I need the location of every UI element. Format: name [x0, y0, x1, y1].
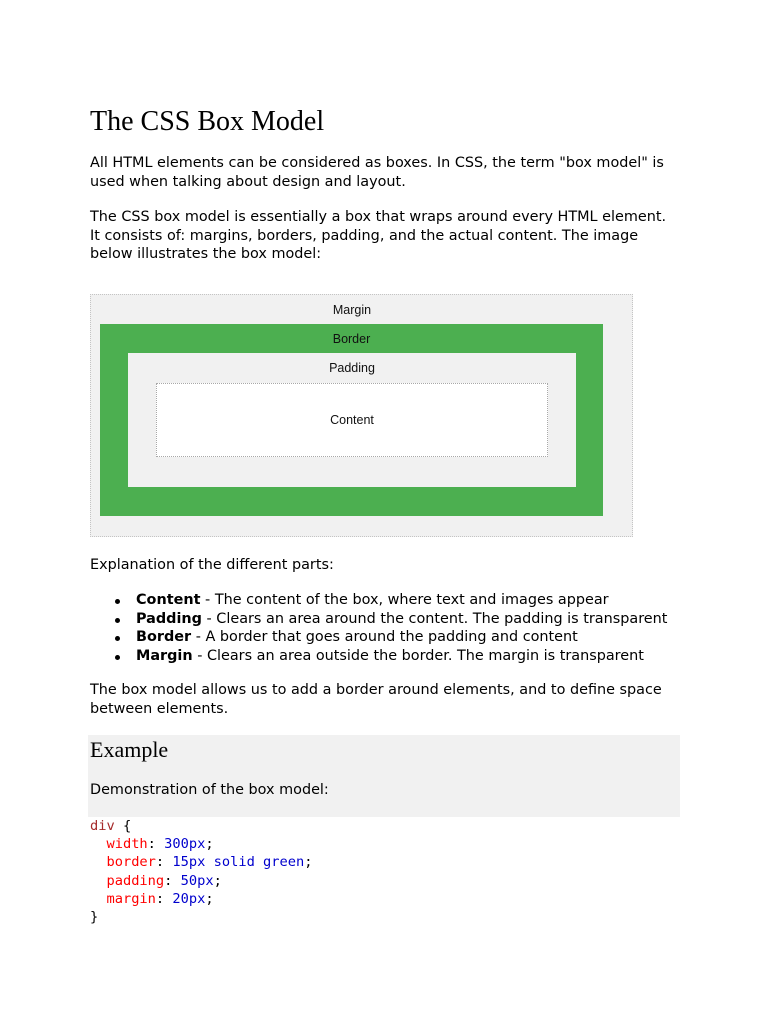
- bullet-icon: [115, 636, 120, 641]
- css-close-brace: }: [90, 908, 99, 925]
- css-colon: :: [164, 872, 181, 889]
- page-title: The CSS Box Model: [90, 106, 325, 137]
- code-line: [90, 890, 680, 908]
- intro-paragraph: [90, 208, 666, 264]
- paragraph-line: between elements.: [90, 700, 229, 717]
- css-property: border: [106, 854, 156, 871]
- padding-area: [128, 353, 576, 487]
- parts-list: [90, 591, 710, 665]
- paragraph-line: used when talking about design and layout.: [90, 173, 406, 190]
- list-item-margin: [90, 647, 710, 666]
- list-item-padding: [90, 610, 710, 629]
- intro-paragraph: [90, 154, 664, 191]
- css-colon: :: [155, 890, 173, 907]
- paragraph-line: It consists of: margins, borders, padding, and the actual content. The image: [90, 227, 639, 244]
- example-heading: Example: [90, 737, 169, 762]
- term-padding: Padding: [136, 610, 202, 627]
- code-block: [88, 817, 680, 929]
- border-label: Border: [332, 332, 371, 346]
- paragraph-line: below illustrates the box model:: [90, 246, 322, 262]
- css-semicolon: ;: [205, 836, 214, 853]
- css-colon: :: [155, 854, 173, 871]
- css-property: padding: [106, 872, 165, 889]
- bullet-icon: [115, 655, 120, 660]
- term-margin: Margin: [136, 647, 193, 664]
- css-semicolon: ;: [213, 872, 222, 889]
- bullet-icon: [115, 618, 120, 623]
- css-property: width: [106, 836, 148, 853]
- code-line: [90, 853, 680, 871]
- border-area: [100, 324, 603, 516]
- code-line: [90, 908, 680, 926]
- term-border: Border: [136, 629, 192, 645]
- padding-label: Padding: [329, 361, 375, 375]
- list-item-content: [90, 591, 710, 610]
- term-content: Content: [136, 592, 201, 608]
- explanation-intro: Explanation of the different parts:: [90, 557, 334, 573]
- box-model-diagram: [90, 294, 633, 537]
- css-value: 20px: [172, 890, 206, 907]
- code-line: [90, 835, 680, 853]
- css-value: 300px: [164, 836, 206, 853]
- css-value: 50px: [180, 872, 214, 889]
- example-box: [88, 735, 680, 817]
- term-description: - Clears an area around the content. The padding is transparent: [206, 610, 668, 627]
- css-semicolon: ;: [205, 890, 214, 907]
- code-line: [90, 817, 680, 835]
- summary-paragraph: [90, 681, 662, 718]
- code-line: [90, 872, 680, 890]
- css-colon: :: [147, 836, 165, 853]
- css-open-brace: {: [122, 818, 132, 834]
- paragraph-line: The CSS box model is essentially a box that wraps around every HTML element.: [90, 209, 667, 225]
- css-semicolon: ;: [304, 854, 313, 871]
- term-description: - A border that goes around the padding and content: [195, 629, 578, 645]
- paragraph-line: The box model allows us to add a border around elements, and to define space: [90, 682, 662, 698]
- example-description: Demonstration of the box model:: [90, 782, 329, 798]
- term-description: - Clears an area outside the border. The margin is transparent: [197, 647, 644, 664]
- list-item-border: [90, 628, 710, 647]
- paragraph-line: All HTML elements can be considered as boxes. In CSS, the term "box model" is: [90, 155, 664, 171]
- css-value: 15px solid green: [172, 854, 305, 871]
- content-area: [156, 383, 548, 457]
- margin-label: Margin: [332, 303, 372, 317]
- bullet-icon: [115, 599, 120, 604]
- term-description: - The content of the box, where text and images appear: [205, 592, 609, 608]
- css-selector: div: [90, 818, 115, 834]
- content-label: Content: [330, 413, 374, 427]
- css-property: margin: [106, 890, 156, 907]
